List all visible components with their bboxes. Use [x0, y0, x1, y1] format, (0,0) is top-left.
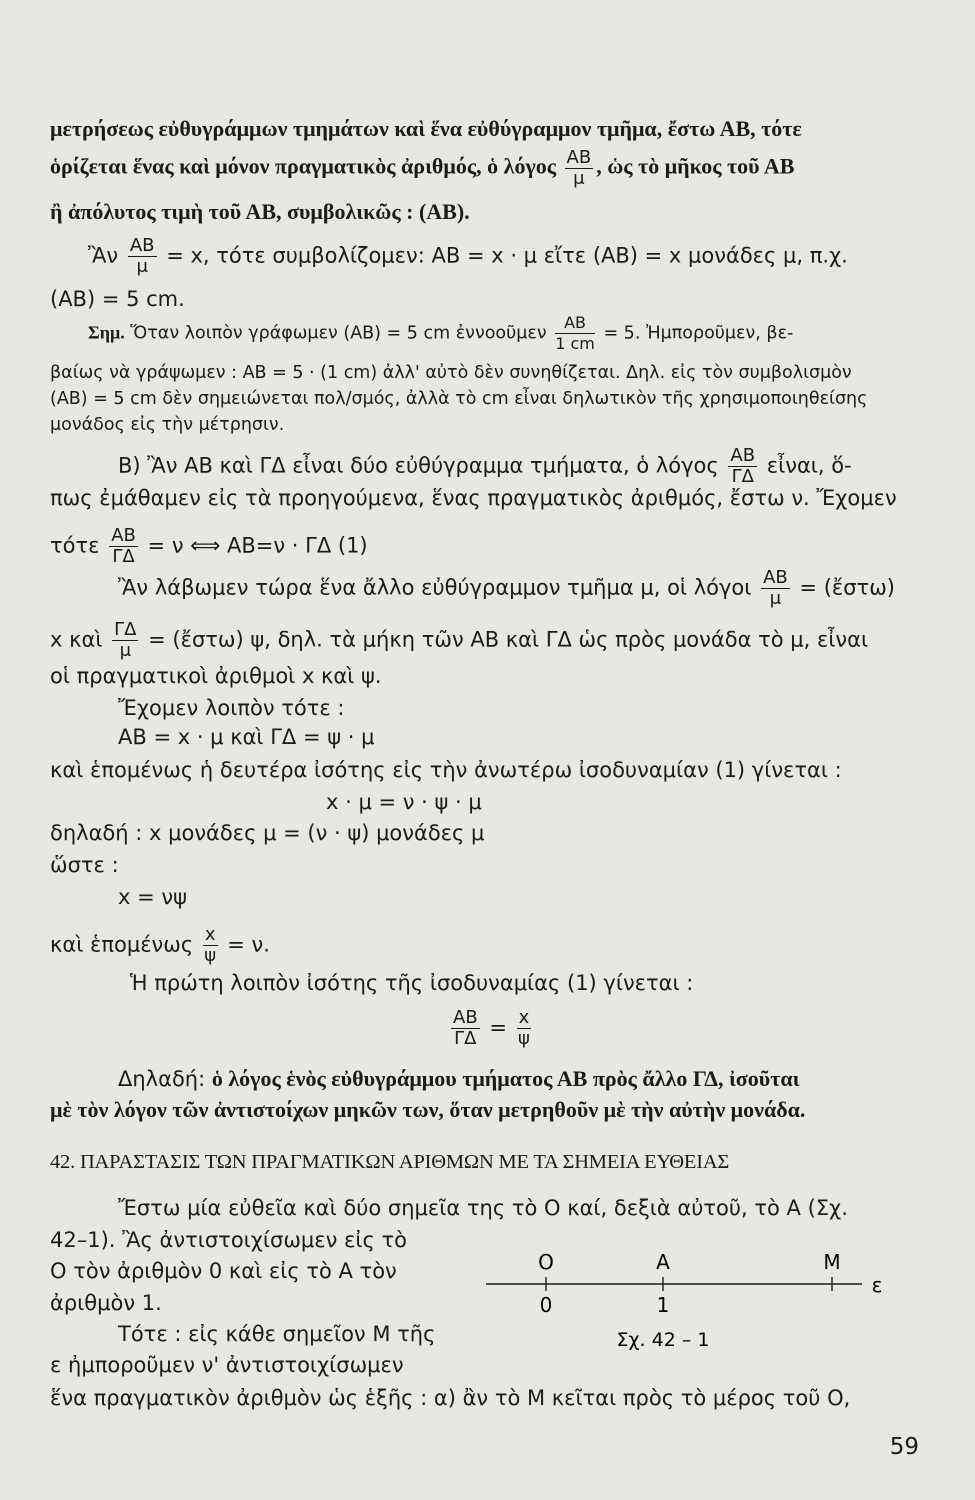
fraction-ab-over-gd [728, 446, 757, 487]
note-text-end: = 5. Ἠμποροῦμεν, βε- [603, 323, 794, 344]
partb-line-13: x = νψ [118, 885, 187, 909]
partb-line-2: πως ἐμάθαμεν εἰς τὰ προηγούμενα, ἕνας πραγματικὸς ἀριθμός, ἔστω ν. Ἔχομεν [50, 486, 897, 510]
definition-line [88, 236, 917, 277]
equivalence-1: = ν ⟺ ΑΒ=ν · ΓΔ (1) [147, 533, 368, 558]
section42-line-5: Τότε : εἰς κάθε σημεῖον Μ τῆς [118, 1322, 436, 1346]
fraction-numerator: ΑΒ [566, 147, 592, 168]
fraction-denominator: ΓΔ [112, 546, 135, 567]
note-line-2: βαίως νὰ γράψωμεν : ΑΒ = 5 · (1 cm) ἀλλ' αὐτὸ δὲν συνηθίζεται. Δηλ. εἰς τὸν συμβολισμὸν [50, 363, 852, 383]
intro-line-3: ἢ ἀπόλυτος τιμὴ τοῦ ΑΒ, συμβολικῶς : (ΑΒ). [50, 199, 470, 224]
partb-line-15: Ἡ πρώτη λοιπὸν ἰσότης τῆς ἰσοδυναμίας (1) γίνεται : [130, 971, 694, 995]
partb-lengths-text: = (ἔστω) ψ, δηλ. τὰ μήκη τῶν ΑΒ καὶ ΓΔ ὡς πρὸς μονάδα τὸ μ, εἶναι [148, 627, 869, 652]
fraction-x-over-psi [203, 925, 218, 966]
intro-line-2-start: ὁρίζεται ἕνας καὶ μόνον πραγματικὸς ἀριθμός, ὁ λόγος [50, 153, 557, 179]
value-one: 1 [656, 1293, 670, 1317]
label-epsilon: ε [871, 1273, 883, 1297]
fraction-denominator: μ [769, 588, 782, 609]
section42-line-2: 42–1). Ἂς ἀντιστοιχίσωμεν εἰς τὸ [50, 1228, 407, 1252]
fraction-ab-over-gd-3 [451, 1008, 480, 1049]
fraction-x-over-psi-2 [517, 1008, 532, 1049]
figure-caption: Σχ. 42 – 1 [616, 1329, 710, 1351]
note-label: Σημ. [88, 322, 125, 343]
fraction-denominator: ΓΔ [454, 1028, 477, 1049]
definition-text: = x, τότε συμβολίζομεν: ΑΒ = x · μ εἴτε (ΑΒ) = x μονάδες μ, π.χ. [166, 243, 848, 268]
definition-if: Ἂν [88, 243, 119, 268]
fraction-numerator: ΑΒ [555, 313, 595, 334]
partb-line-8: ΑΒ = x · μ καὶ ΓΔ = ψ · μ [118, 725, 375, 749]
fraction-gd-over-mu [112, 620, 138, 661]
fraction-denominator: ψ [518, 1028, 530, 1049]
section42-line-4: ἀριθμὸν 1. [50, 1291, 162, 1315]
fraction-ab-over-cm [555, 313, 595, 354]
section42-line-6: ε ἠμποροῦμεν ν' ἀντιστοιχίσωμεν [50, 1353, 404, 1377]
intro-line-2 [50, 148, 917, 189]
note-text-start: Ὅταν λοιπὸν γράφωμεν (ΑΒ) = 5 cm ἐννοοῦμεν [130, 323, 547, 344]
fraction-numerator: ΑΒ [730, 445, 756, 466]
fraction-numerator: ΑΒ [111, 525, 136, 546]
equals-sign: = [489, 1015, 507, 1040]
partb-then: τότε [50, 533, 100, 558]
number-line-figure [480, 1244, 900, 1356]
intro-line-2-end: , ὡς τὸ μῆκος τοῦ ΑΒ [596, 153, 795, 179]
partb-let: = (ἔστω) [799, 575, 895, 600]
page-number: 59 [889, 1434, 919, 1460]
section-42-heading: 42. ΠΑΡΑΣΤΑΣΙΣ ΤΩΝ ΠΡΑΓΜΑΤΙΚΩΝ ΑΡΙΘΜΩΝ ΜΕ ΤΑ ΣΗΜΕΙΑ ΕΥΘΕΙΑΣ [50, 1151, 730, 1173]
fraction-ab-over-mu [565, 148, 594, 189]
partb-text-start: Β) Ἂν ΑΒ καὶ ΓΔ εἶναι δύο εὐθύγραμμα τμήματα, ὁ λόγος [118, 453, 719, 478]
intro-line-1: μετρήσεως εὐθυγράμμων τμημάτων καὶ ἕνα εὐθύγραμμον τμῆμα, ἔστω ΑΒ, τότε [50, 116, 802, 141]
fraction-numerator: ΑΒ [129, 235, 155, 256]
partb-line-14 [50, 925, 917, 966]
fraction-denominator: μ [119, 640, 132, 661]
ratio-equation [448, 1008, 917, 1049]
fraction-denominator: 1 cm [555, 334, 595, 353]
partb-line-4 [118, 568, 917, 609]
value-zero: 0 [539, 1293, 553, 1317]
partb-text-end: εἶναι, ὅ- [766, 453, 852, 478]
partb-line-11: δηλαδή : x μονάδες μ = (ν · ψ) μονάδες μ [50, 821, 485, 845]
fraction-numerator: x [204, 924, 216, 945]
fraction-numerator: ΑΒ [763, 567, 788, 588]
partb-line-1 [118, 446, 917, 487]
fraction-numerator: x [518, 1007, 530, 1028]
fraction-ab-over-mu-2 [128, 236, 157, 277]
label-m: Μ [823, 1250, 841, 1274]
partb-x-and: x καὶ [50, 627, 103, 652]
partb-equals-nu: = ν. [227, 932, 270, 957]
conclusion-bold-1: ὁ λόγος ἑνὸς εὐθυγράμμου τμήματος ΑΒ πρὸς ἄλλο ΓΔ, ἰσοῦται [211, 1066, 800, 1091]
partb-line-10: x · μ = ν · ψ · μ [326, 790, 482, 814]
partb-line-7: Ἔχομεν λοιπὸν τότε : [118, 696, 345, 720]
fraction-denominator: μ [136, 256, 148, 277]
partb-line-6: οἱ πραγματικοὶ ἀριθμοὶ x καὶ ψ. [50, 664, 382, 688]
partb-hence: καὶ ἑπομένως [50, 932, 194, 957]
section42-line-7: ἕνα πραγματικὸν ἀριθμὸν ὡς ἑξῆς : α) ἂν τὸ Μ κεῖται πρὸς τὸ μέρος τοῦ Ο, [50, 1386, 851, 1410]
section42-line-1: Ἔστω μία εὐθεῖα καὶ δύο σημεῖα της τὸ Ο καί, δεξιὰ αὐτοῦ, τὸ Α (Σχ. [118, 1196, 848, 1220]
section42-line-3: Ο τὸν ἀριθμὸν 0 καὶ εἰς τὸ Α τὸν [50, 1259, 397, 1283]
fraction-numerator: ΓΔ [114, 619, 137, 640]
partb-ratios-text: Ἂν λάβωμεν τώρα ἕνα ἄλλο εὐθύγραμμον τμῆμα μ, οἱ λόγοι [118, 575, 752, 600]
example-line: (ΑΒ) = 5 cm. [50, 287, 185, 311]
fraction-numerator: ΑΒ [453, 1007, 478, 1028]
conclusion-line-2: μὲ τὸν λόγον τῶν ἀντιστοίχων μηκῶν των, ὅταν μετρηθοῦν μὲ τὴν αὐτὴν μονάδα. [50, 1097, 806, 1122]
note-line-1 [88, 313, 917, 354]
partb-line-9: καὶ ἑπομένως ἡ δευτέρα ἰσότης εἰς τὴν ἀνωτέρω ἰσοδυναμίαν (1) γίνεται : [50, 758, 842, 782]
fraction-ab-over-gd-2 [109, 526, 138, 567]
fraction-denominator: ΓΔ [731, 466, 754, 487]
note-line-3: (ΑΒ) = 5 cm δὲν σημειώνεται πολ/σμός, ἀλλὰ τὸ cm εἶναι δηλωτικὸν τῆς χρησιμοποιηθείσης [50, 389, 868, 409]
label-o: Ο [538, 1250, 554, 1274]
label-a: Α [656, 1250, 670, 1274]
fraction-denominator: μ [573, 168, 585, 189]
fraction-denominator: ψ [204, 945, 217, 966]
conclusion-line-1 [118, 1066, 917, 1092]
fraction-ab-over-mu-3 [761, 568, 790, 609]
conclusion-label: Δηλαδή: [118, 1067, 206, 1091]
partb-line-5 [50, 620, 917, 661]
partb-line-3 [50, 526, 917, 567]
partb-line-12: ὥστε : [50, 853, 119, 877]
note-line-4: μονάδος εἰς τὴν μέτρησιν. [50, 415, 285, 435]
